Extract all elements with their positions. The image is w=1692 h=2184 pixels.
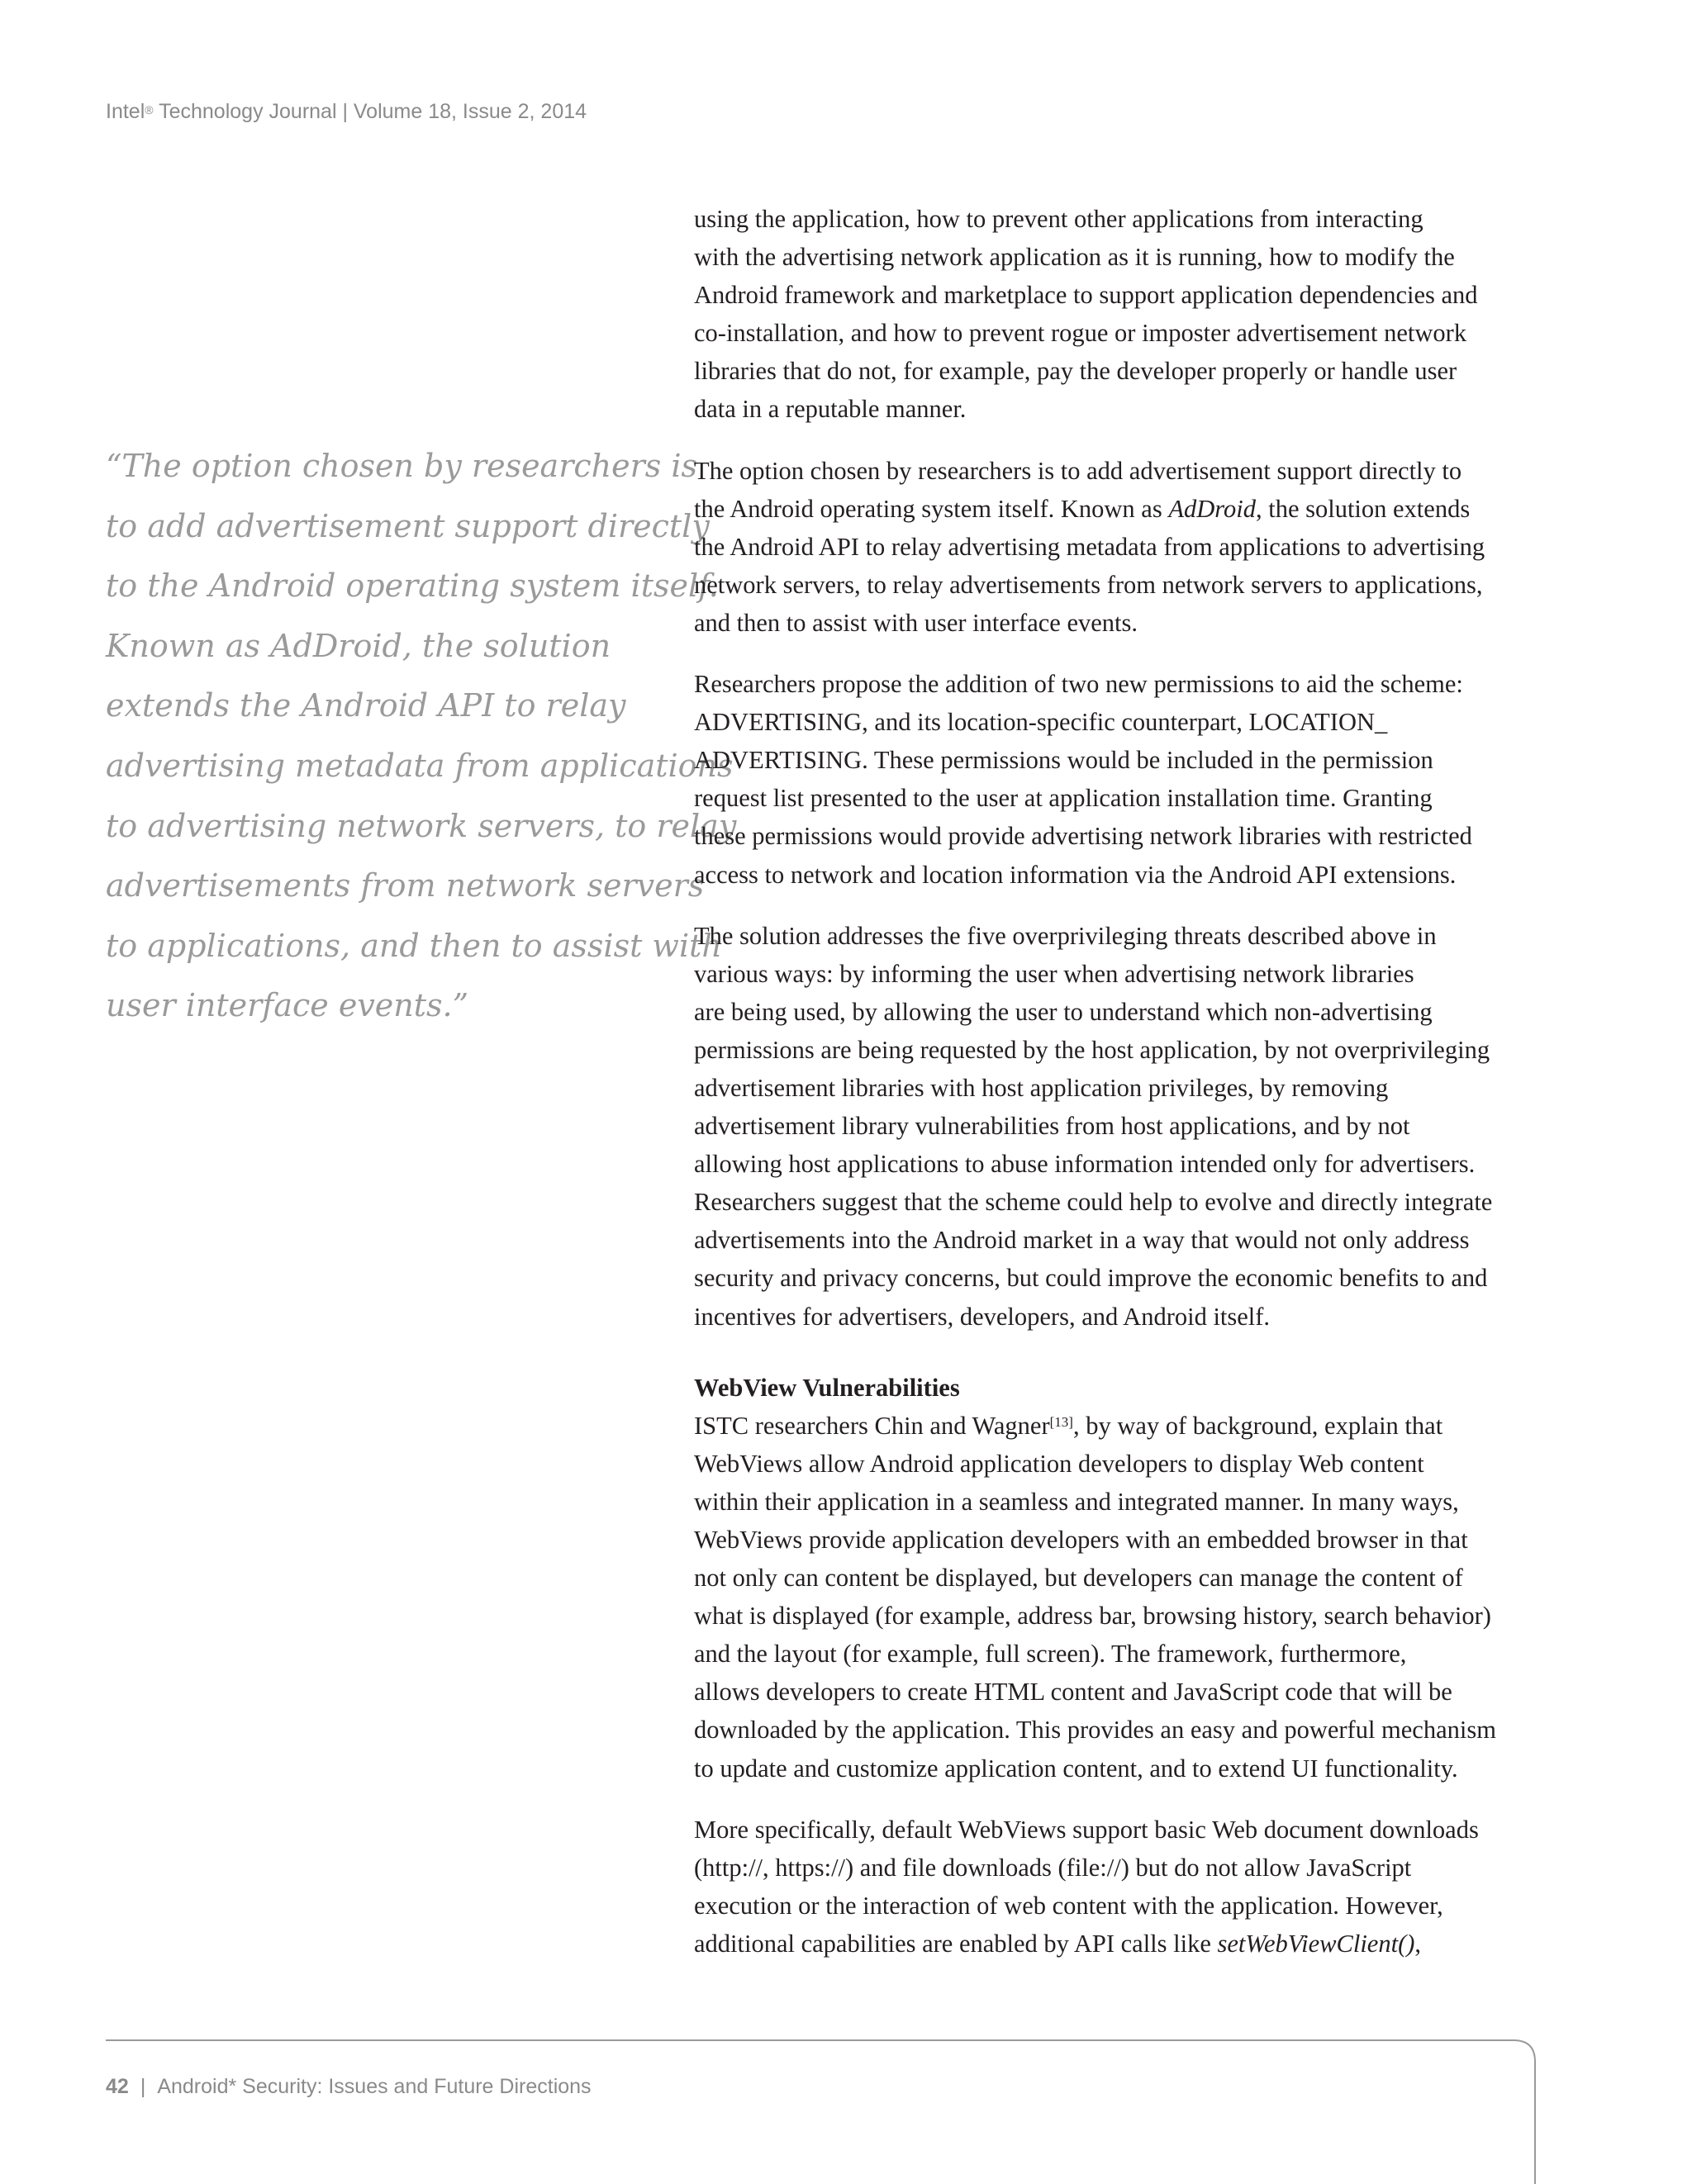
pull-quote-line: to advertising network servers, to relay — [106, 807, 737, 844]
text-line: the Android API to relay advertising metadata from applications to advertising — [694, 532, 1485, 561]
page-number: 42 — [106, 2075, 129, 2098]
registered-mark: ® — [145, 103, 154, 116]
text-line: not only can content be displayed, but developers can manage the content of — [694, 1564, 1463, 1593]
pull-quote — [106, 436, 737, 1036]
text-line: and then to assist with user interface events. — [694, 608, 1138, 637]
text-line: access to network and location information via the Android API extensions. — [694, 860, 1457, 889]
text-line: The solution addresses the five overprivileging threats described above in — [694, 921, 1437, 950]
text-line: advertisement library vulnerabilities from host applications, and by not — [694, 1112, 1410, 1141]
text-line: request list presented to the user at application installation time. Granting — [694, 784, 1433, 813]
text-line: More specifically, default WebViews support basic Web document downloads — [694, 1815, 1479, 1844]
text-line: allows developers to create HTML content and JavaScript code that will be — [694, 1678, 1452, 1707]
pull-quote-line: to add advertisement support directly — [106, 507, 710, 544]
journal-info: Technology Journal | Volume 18, Issue 2, 2014 — [153, 100, 587, 123]
paragraph — [694, 1407, 1537, 1788]
text-line: WebViews provide application developers with an embedded browser in that — [694, 1526, 1468, 1554]
paragraph — [694, 452, 1537, 642]
text-line: and the layout (for example, full screen). The framework, furthermore, — [694, 1640, 1407, 1669]
text-line: advertisements into the Android market in a way that would not only address — [694, 1226, 1470, 1255]
text-line: co-installation, and how to prevent rogue or imposter advertisement network — [694, 319, 1467, 348]
journal-brand: Intel — [106, 100, 145, 123]
text-line: within their application in a seamless and integrated manner. In many ways, — [694, 1487, 1459, 1516]
text-line: The option chosen by researchers is to add advertisement support directly to — [694, 456, 1462, 485]
paragraph — [694, 917, 1537, 1336]
text-run: , the solution extends — [1255, 494, 1471, 523]
text-line: allowing host applications to abuse information intended only for advertisers. — [694, 1150, 1476, 1179]
text-line: Android framework and marketplace to support application dependencies and — [694, 281, 1478, 310]
text-line: downloaded by the application. This provides an easy and powerful mechanism — [694, 1716, 1496, 1745]
page-footer — [106, 2075, 592, 2099]
text-line: (http://, https://) and file downloads (file://) but do not allow JavaScript — [694, 1853, 1412, 1882]
text-line: incentives for advertisers, developers, and Android itself. — [694, 1302, 1271, 1331]
pull-quote-line: user interface events.” — [106, 987, 469, 1024]
paragraph — [694, 1811, 1537, 1963]
section-heading: WebView Vulnerabilities — [694, 1373, 960, 1402]
text-line — [694, 490, 1537, 528]
pull-quote-line: Known as AdDroid, the solution — [106, 627, 611, 664]
text-line: WebViews allow Android application developers to display Web content — [694, 1449, 1424, 1478]
text-line: what is displayed (for example, address bar, browsing history, search behavior) — [694, 1602, 1491, 1631]
api-call-term: setWebViewClient() — [1217, 1929, 1415, 1958]
text-run: ISTC researchers Chin and Wagner — [694, 1411, 1050, 1440]
text-line: to update and customize application content, and to extend UI functionality. — [694, 1754, 1458, 1783]
pull-quote-line: to applications, and then to assist with — [106, 927, 722, 964]
article-title: Android* Security: Issues and Future Directions — [157, 2075, 592, 2098]
text-run: , — [1414, 1929, 1422, 1958]
text-line: execution or the interaction of web content with the application. However, — [694, 1891, 1443, 1920]
paragraph — [694, 665, 1537, 894]
text-run: the Android operating system itself. Known as — [694, 494, 1169, 523]
pull-quote-line: extends the Android API to relay — [106, 687, 626, 724]
citation-ref[interactable]: [13] — [1049, 1413, 1073, 1430]
text-line: with the advertising network application as it is running, how to modify the — [694, 243, 1455, 272]
footer-rule-line — [106, 2040, 1535, 2184]
paragraph — [694, 200, 1537, 429]
text-line — [694, 1925, 1537, 1963]
text-line: ADVERTISING, and its location-specific counterpart, LOCATION_ — [694, 708, 1388, 737]
pull-quote-line: advertising metadata from applications — [106, 747, 734, 784]
addroid-term: AdDroid — [1168, 494, 1256, 523]
text-run: , by way of background, explain that — [1072, 1411, 1443, 1440]
pull-quote-line: to the Android operating system itself. — [106, 567, 719, 605]
pull-quote-line: advertisements from network servers — [106, 867, 705, 904]
running-header — [106, 97, 587, 126]
text-line: these permissions would provide advertising network libraries with restricted — [694, 822, 1472, 851]
text-line: are being used, by allowing the user to understand which non-advertising — [694, 997, 1433, 1026]
text-line: data in a reputable manner. — [694, 395, 967, 424]
text-run: additional capabilities are enabled by API calls like — [694, 1929, 1218, 1958]
text-line: security and privacy concerns, but could improve the economic benefits to and — [694, 1264, 1488, 1293]
text-line: network servers, to relay advertisements from network servers to applications, — [694, 570, 1483, 599]
text-line: ADVERTISING. These permissions would be included in the permission — [694, 746, 1433, 775]
text-line — [694, 1407, 1537, 1445]
text-line: Researchers propose the addition of two new permissions to aid the scheme: — [694, 670, 1463, 699]
text-line: various ways: by informing the user when advertising network libraries — [694, 959, 1414, 988]
text-line: libraries that do not, for example, pay the developer properly or handle user — [694, 357, 1457, 386]
text-line: using the application, how to prevent other applications from interacting — [694, 205, 1423, 233]
pull-quote-line: “The option chosen by researchers is — [106, 448, 698, 484]
text-line: advertisement libraries with host application privileges, by removing — [694, 1073, 1389, 1102]
text-line: permissions are being requested by the host application, by not overprivileging — [694, 1035, 1490, 1064]
text-line: Researchers suggest that the scheme could help to evolve and directly integrate — [694, 1188, 1493, 1217]
article-body — [694, 200, 1537, 1986]
footer-separator: | — [140, 2075, 146, 2098]
